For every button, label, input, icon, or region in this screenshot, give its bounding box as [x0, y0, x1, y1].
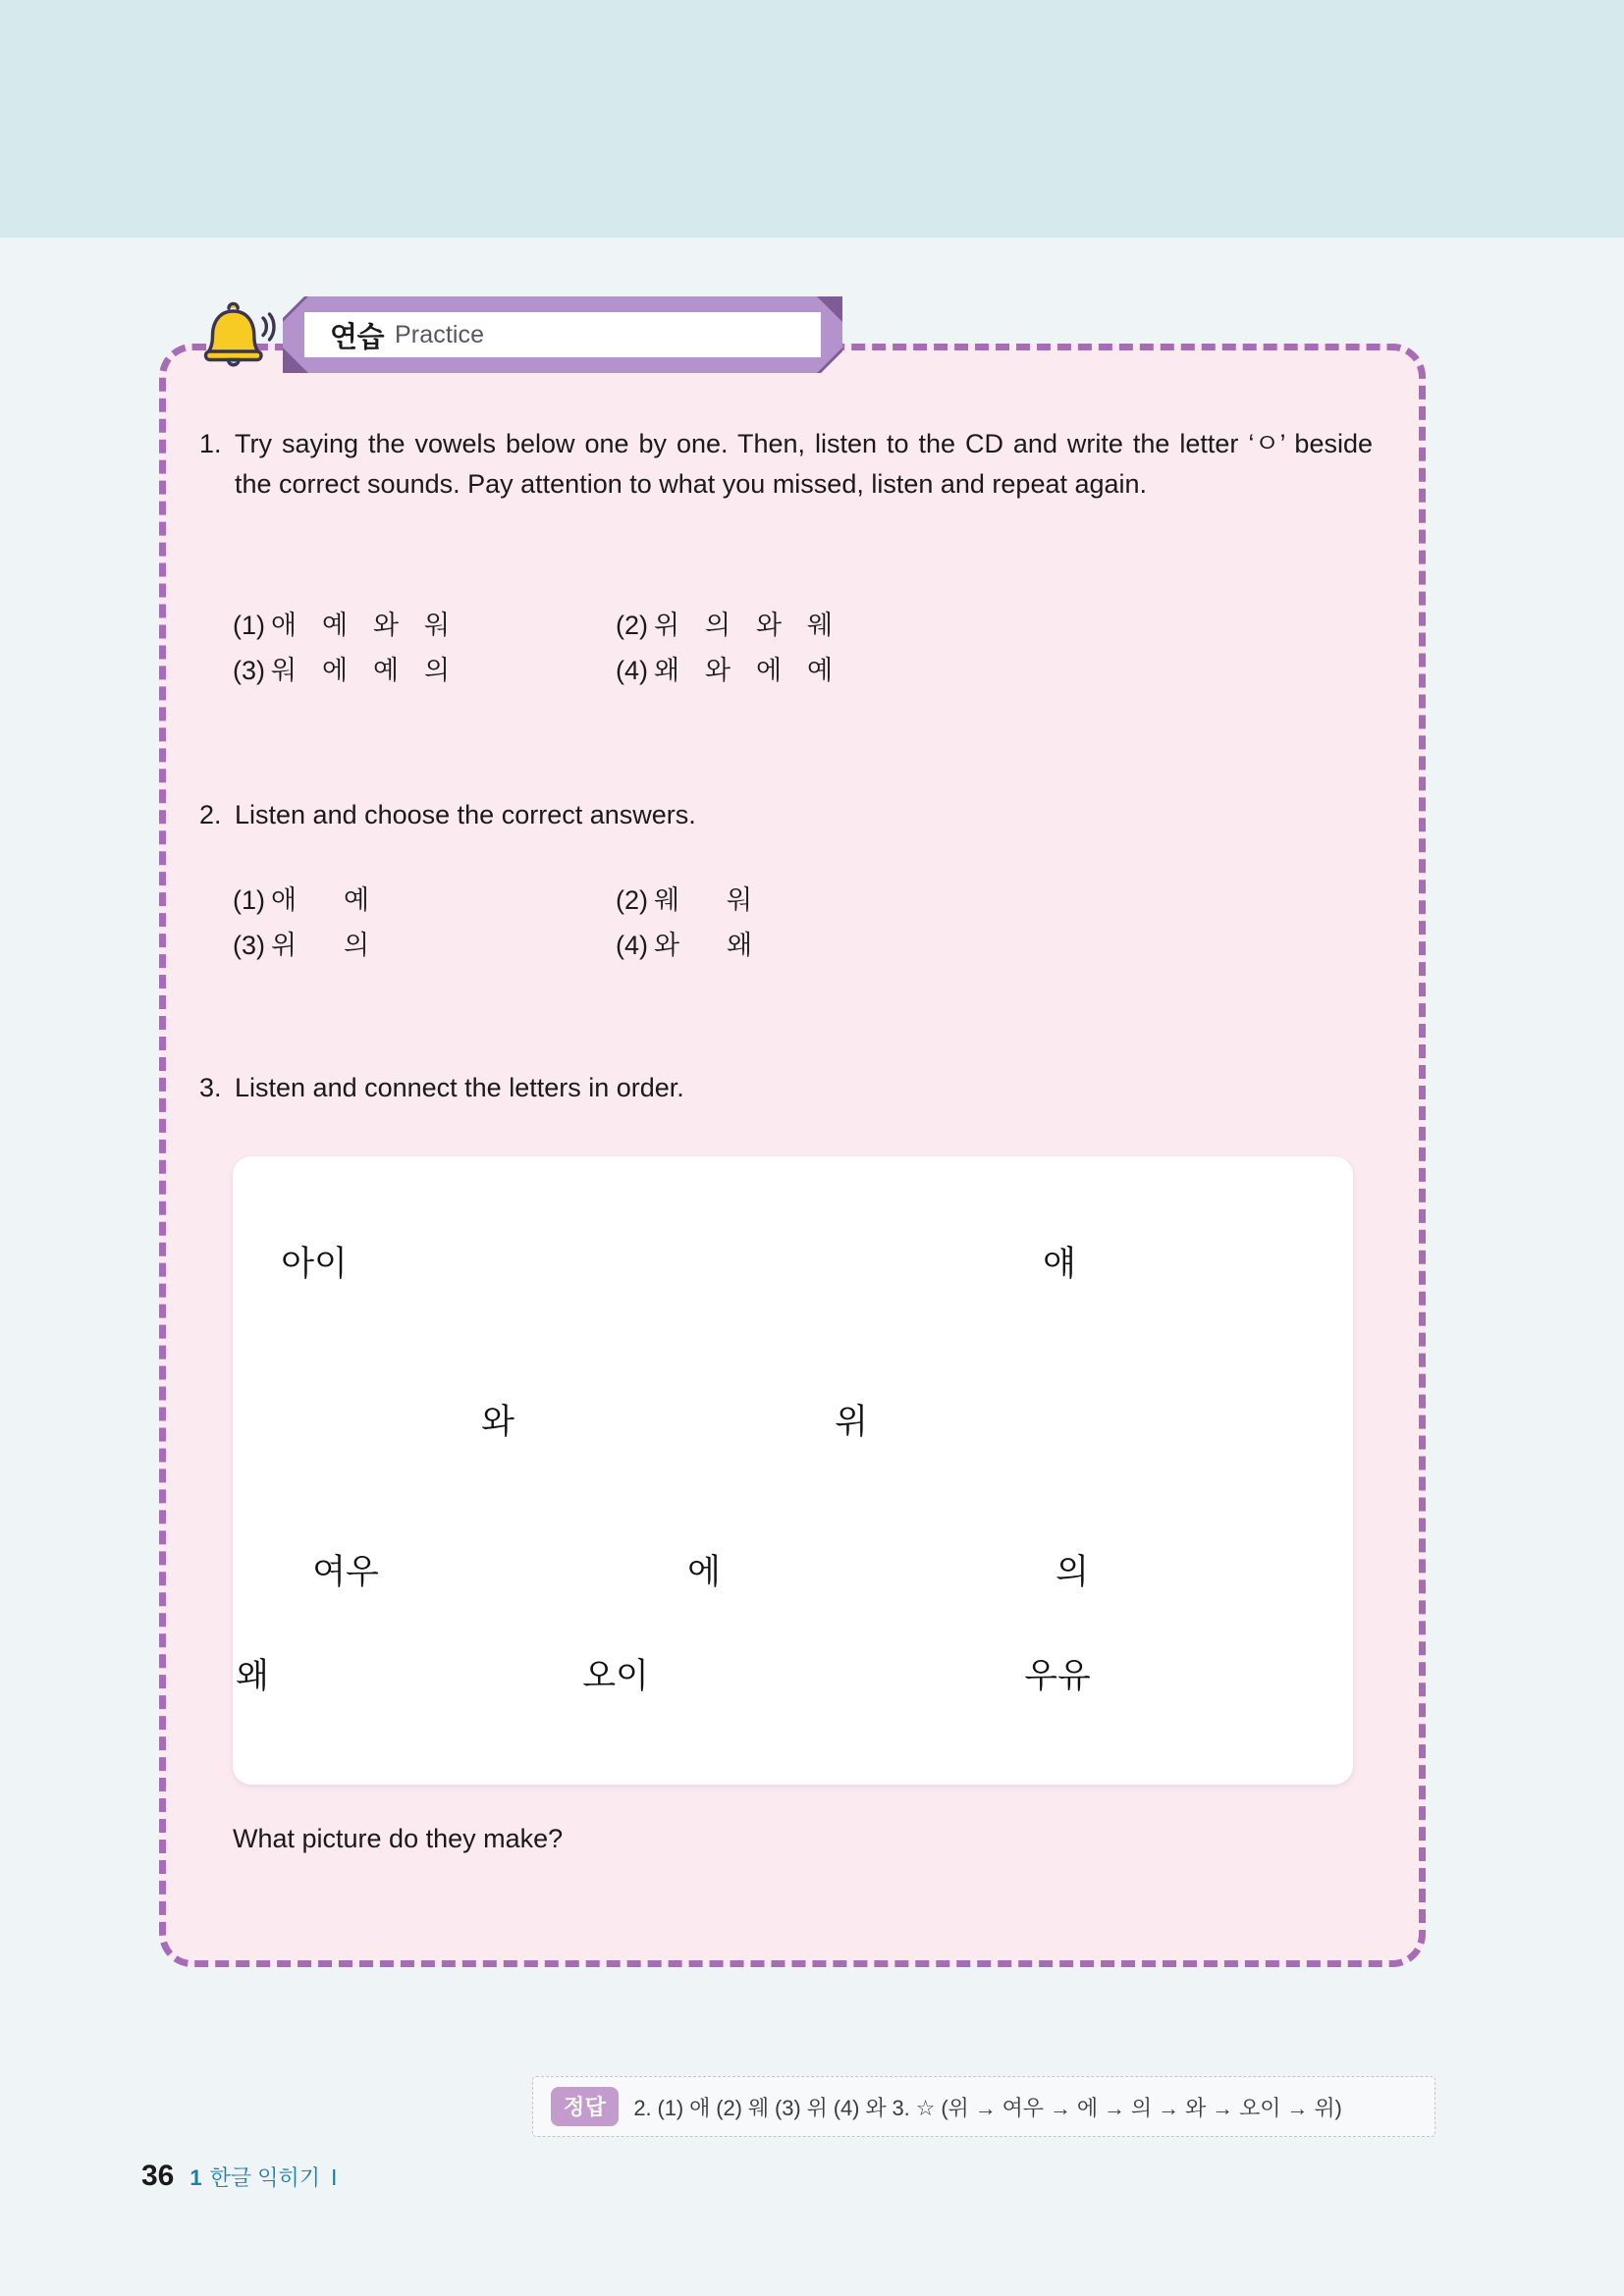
option-label: (1)	[233, 611, 265, 640]
closing-question: What picture do they make?	[233, 1824, 564, 1853]
option-label: (2)	[616, 885, 648, 915]
option-item[interactable]	[616, 927, 999, 964]
footer-page-number: 36	[141, 2160, 175, 2192]
question-3-line	[199, 1068, 1279, 1108]
option-syllable: 왜	[727, 931, 753, 961]
option-syllable: 와	[756, 611, 783, 640]
option-syllable: 와	[705, 656, 731, 686]
option-syllable: 왜	[654, 656, 680, 686]
answer-key-strip	[532, 2076, 1435, 2137]
option-label: (4)	[616, 931, 648, 961]
option-syllable: 워	[727, 885, 753, 915]
word-node[interactable]: 아이	[281, 1245, 348, 1283]
question-1	[199, 424, 1373, 505]
top-decorative-band	[0, 0, 1624, 238]
footer-chapter-name: 한글 익히기	[209, 2165, 320, 2190]
question-2-text: Listen and choose the correct answers.	[235, 800, 696, 829]
question-2-number: 2.	[199, 800, 222, 829]
option-label: (1)	[233, 885, 265, 915]
question-1-options	[233, 607, 999, 690]
option-syllable: 애	[271, 885, 298, 915]
question-3-text: Listen and connect the letters in order.	[235, 1073, 684, 1102]
question-2	[199, 795, 1279, 835]
option-syllable: 예	[322, 611, 349, 640]
option-syllable: 의	[344, 931, 370, 961]
question-2-line	[199, 795, 1279, 835]
option-syllable: 와	[373, 611, 400, 640]
bell-icon	[195, 294, 280, 378]
option-label: (3)	[233, 656, 265, 686]
option-syllable: 와	[654, 931, 680, 961]
option-syllables	[654, 607, 858, 644]
question-3	[199, 1068, 1279, 1108]
option-syllable: 예	[373, 656, 400, 686]
option-syllable: 애	[271, 611, 298, 640]
word-connect-card[interactable]	[233, 1156, 1353, 1785]
question-1-text: Try saying the vowels below one by one. Then, listen to the CD and write the letter ‘ㅇ’ beside the correct sounds. Pay attention to what you missed, listen and repeat again.	[235, 429, 1373, 500]
word-node[interactable]: 왜	[236, 1657, 269, 1695]
answer-key-text: 2. (1) 애 (2) 웨 (3) 위 (4) 와 3. ☆ (위 → 여우 → 에 → 의 → 와 → 오이 → 위)	[633, 2095, 1342, 2120]
option-syllables	[271, 607, 475, 644]
option-item[interactable]	[233, 881, 616, 919]
option-syllable: 위	[654, 611, 680, 640]
option-label: (3)	[233, 931, 265, 961]
word-node[interactable]: 의	[1056, 1553, 1089, 1591]
footer-chapter-number: 1	[189, 2165, 202, 2190]
question-1-number: 1.	[199, 429, 222, 458]
option-syllable: 웨	[807, 611, 834, 640]
word-node[interactable]: 여우	[312, 1553, 379, 1591]
option-item[interactable]	[616, 652, 999, 689]
option-syllables	[271, 927, 416, 964]
option-syllable: 의	[705, 611, 731, 640]
option-syllable: 의	[424, 656, 451, 686]
word-node[interactable]: 와	[481, 1403, 514, 1441]
option-syllable: 에	[756, 656, 783, 686]
option-item[interactable]	[233, 652, 616, 689]
footer-roman-numeral: Ⅰ	[331, 2165, 338, 2190]
option-syllable: 에	[322, 656, 349, 686]
option-item[interactable]	[616, 607, 999, 644]
word-node[interactable]: 위	[835, 1403, 868, 1441]
question-3-number: 3.	[199, 1073, 222, 1102]
option-label: (4)	[616, 656, 648, 686]
practice-banner	[283, 296, 842, 373]
banner-korean-label: 연습	[330, 321, 385, 353]
option-syllables	[654, 881, 799, 919]
word-node[interactable]: 얘	[1043, 1245, 1076, 1283]
question-2-options	[233, 881, 999, 965]
option-syllables	[271, 652, 475, 689]
option-item[interactable]	[616, 881, 999, 919]
option-syllable: 웨	[654, 885, 680, 915]
banner-english-label: Practice	[395, 320, 485, 348]
option-label: (2)	[616, 611, 648, 640]
word-node[interactable]: 에	[687, 1553, 721, 1591]
option-syllable: 예	[807, 656, 834, 686]
word-node[interactable]: 우유	[1024, 1657, 1091, 1695]
word-node[interactable]: 오이	[582, 1657, 649, 1695]
option-item[interactable]	[233, 607, 616, 644]
question-1-line	[199, 424, 1373, 505]
banner-label-area	[304, 312, 821, 357]
page-footer	[141, 2160, 338, 2193]
option-syllable: 워	[271, 656, 298, 686]
option-syllable: 위	[271, 931, 298, 961]
option-syllable: 예	[344, 885, 370, 915]
option-syllables	[271, 881, 416, 919]
option-item[interactable]	[233, 927, 616, 964]
option-syllable: 워	[424, 611, 451, 640]
answer-key-badge: 정답	[551, 2087, 619, 2126]
option-syllables	[654, 652, 858, 689]
option-syllables	[654, 927, 799, 964]
